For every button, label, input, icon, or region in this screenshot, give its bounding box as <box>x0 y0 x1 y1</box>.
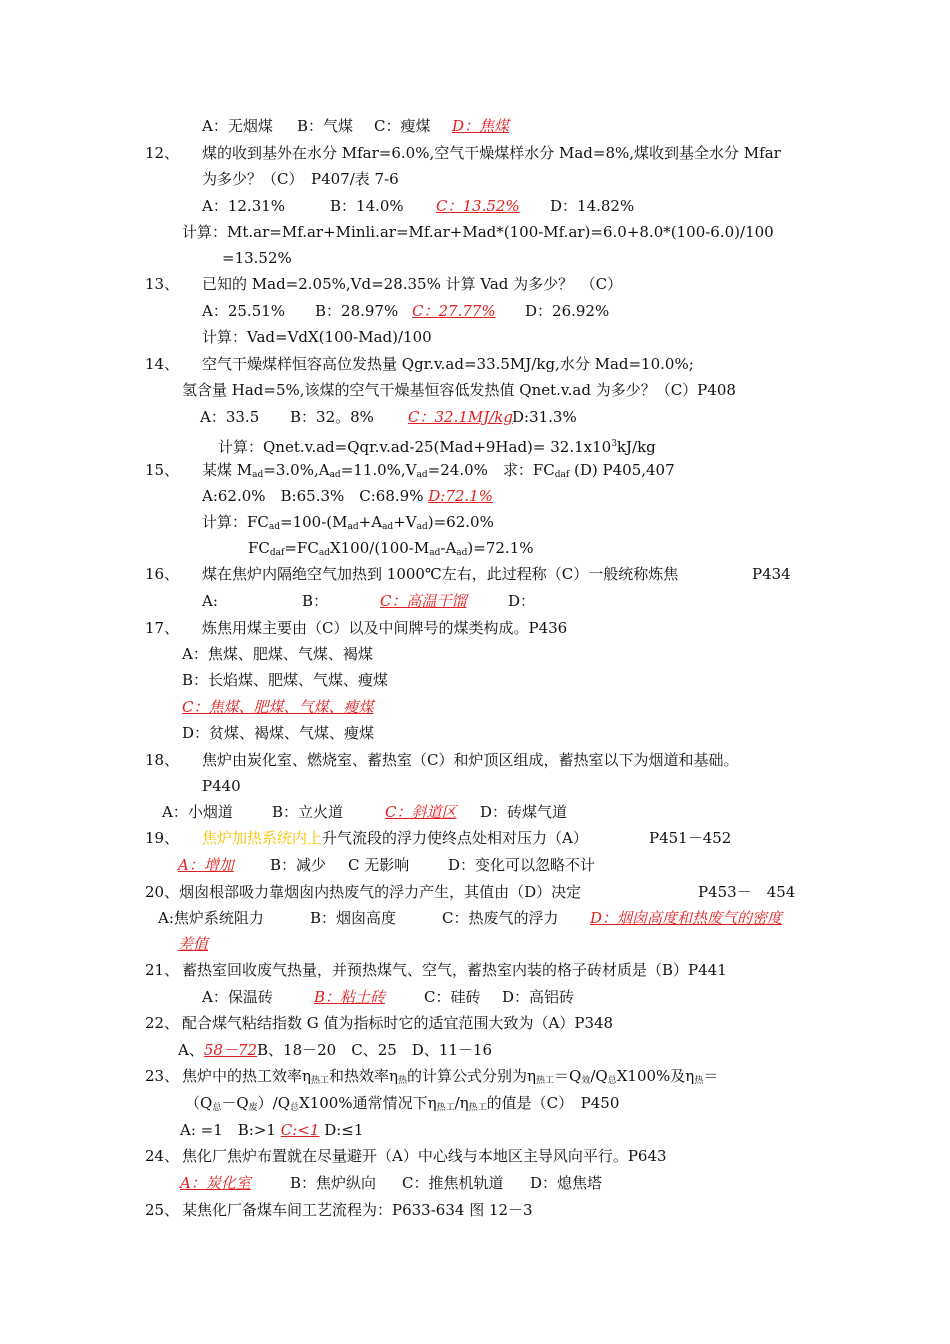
q25-text: 某焦化厂备煤车间工艺流程为：P633-634 图 12－3 <box>182 1201 533 1219</box>
q20-option-c: C：热废气的浮力 <box>442 909 559 927</box>
q20-answer-cont: 差值 <box>178 935 209 953</box>
q21-text: 蓄热室回收废气热量，并预热煤气、空气，蓄热室内装的格子砖材质是（B）P441 <box>182 961 727 979</box>
q11-option-b: B：气煤 <box>297 117 354 135</box>
q19-page: P451－452 <box>649 829 732 847</box>
q19-option-b: B：减少 <box>270 856 327 874</box>
q16-answer: C：高温干馏 <box>380 592 467 610</box>
q16-text: 煤在焦炉内隔绝空气加热到 1000℃左右，此过程称（C）一般统称炼焦 <box>202 565 679 583</box>
q21-answer: B：粘土砖 <box>314 988 386 1006</box>
q12-answer: C：13.52% <box>436 197 520 215</box>
q21-number: 21、 <box>145 961 180 979</box>
q23-options: A: =1 B:>1 C:<1 D:≤1 <box>180 1121 364 1139</box>
q19-answer: A：增加 <box>178 856 234 874</box>
q20-page: P453－ 454 <box>698 883 796 901</box>
q15-text: 某煤 $M_{ad}=3.0\%,A_{ad}=11.0\%,V_{ad}=24.0\%$ 求：$FC_{daf}$ (D) P405,407 <box>202 461 675 480</box>
q19-number: 19、 <box>145 829 180 847</box>
q24-answer: A：炭化室 <box>180 1174 251 1192</box>
q22-options: A、58－72B、18－20 C、25 D、11－16 <box>178 1041 492 1059</box>
q19-options <box>0 855 950 875</box>
q14-calc: 计算：Qnet.v.ad=Qqr.v.ad-25(Mad+9Had)= $32.1x10^3kJ/kg$ <box>218 438 656 456</box>
q23-number: 23、 <box>145 1067 180 1085</box>
q21-option-c: C：硅砖 <box>424 988 481 1006</box>
q13-option-d: D：26.92% <box>525 302 610 320</box>
q20-answer: D：烟囱高度和热废气的密度 <box>590 909 783 927</box>
q13-calc: 计算：Vad=VdX(100-Mad)/100 <box>202 328 432 346</box>
q23-answer: C:<1 <box>280 1121 320 1139</box>
q15-calc-line2: $FC_{daf}=FC_{ad}X100/(100-M_{ad}-A_{ad})=72.1\%$ <box>248 539 534 558</box>
q24-text: 焦化厂焦炉布置就在尽量避开（A）中心线与本地区主导风向平行。P643 <box>182 1147 667 1165</box>
q14-option-b: B：32。8% <box>290 408 374 426</box>
q12-text-line1: 煤的收到基外在水分 Mfar=6.0%,空气干燥煤样水分 Mad=8%,煤收到基全水分 Mfar <box>202 144 781 162</box>
q14-answer: C：32.1MJ/kg <box>408 408 513 426</box>
q24-option-b: B：焦炉纵向 <box>290 1174 377 1192</box>
q17-option-b: B：长焰煤、肥煤、气煤、瘦煤 <box>182 671 389 689</box>
q16-page: P434 <box>752 565 791 583</box>
q13-option-a: A：25.51% <box>202 302 286 320</box>
q13-option-b: B：28.97% <box>315 302 399 320</box>
q14-option-a: A：33.5 <box>200 408 260 426</box>
q17-option-d: D：贫煤、褐煤、气煤、瘦煤 <box>182 724 375 742</box>
q11-option-a: A：无烟煤 <box>202 117 273 135</box>
q17-number: 17、 <box>145 619 180 637</box>
q19-option-c: C 无影响 <box>348 856 410 874</box>
q15-answer: D:72.1% <box>428 487 493 505</box>
q14-options <box>0 407 950 427</box>
q20-option-a: A:焦炉系统阻力 <box>158 909 264 927</box>
q18-option-d: D：砖煤气道 <box>480 803 568 821</box>
q18-number: 18、 <box>145 751 180 769</box>
q15-calc-line1: 计算：$FC_{ad}=100-(M_{ad}+A_{ad}+V_{ad})=62.0\%$ <box>202 513 494 532</box>
q13-text: 已知的 Mad=2.05%,Vd=28.35% 计算 Vad 为多少？ （C） <box>202 275 623 293</box>
q19-highlight: 焦炉加热系统内上 <box>202 829 323 847</box>
q21-options <box>0 987 950 1007</box>
q12-number: 12、 <box>145 144 180 162</box>
q14-number: 14、 <box>145 355 180 373</box>
q16-number: 16、 <box>145 565 180 583</box>
q11-option-c: C：瘦煤 <box>374 117 431 135</box>
q16-option-b: B： <box>302 592 329 610</box>
q20-option-b: B：烟囱高度 <box>310 909 397 927</box>
q16-options <box>0 591 950 611</box>
q19-text: 焦炉加热系统内上升气流段的浮力使终点处相对压力（A） <box>202 829 588 847</box>
q11-answer: D：焦煤 <box>452 117 510 135</box>
q17-option-a: A：焦煤、肥煤、气煤、褐煤 <box>182 645 373 663</box>
q18-options <box>0 802 950 822</box>
q18-page: P440 <box>202 777 241 795</box>
q13-answer: C：27.77% <box>412 302 496 320</box>
q18-answer: C：斜道区 <box>385 803 457 821</box>
q23-text-line2: $(Q_总-Q_废)/Q_总X100\%$通常情况下$\eta_{热工}/\eta_{热工}$的值是（C） P450 <box>185 1094 620 1113</box>
q15-options-abc: A:62.0% B:65.3% C:68.9% <box>202 487 424 505</box>
q12-option-d: D：14.82% <box>550 197 635 215</box>
q11-options <box>0 116 950 136</box>
q12-option-b: B：14.0% <box>330 197 404 215</box>
q12-options <box>0 196 950 216</box>
q24-option-d: D：熄焦塔 <box>530 1174 603 1192</box>
q21-option-d: D：高铝砖 <box>502 988 575 1006</box>
q20-options <box>0 908 950 928</box>
q15-number: 15、 <box>145 461 180 479</box>
q25-number: 25、 <box>145 1201 180 1219</box>
q15-options <box>202 486 493 506</box>
q16-option-d: D： <box>508 592 536 610</box>
q18-option-a: A：小烟道 <box>162 803 233 821</box>
q14-text-line2: 氢含量 Had=5%,该煤的空气干燥基恒容低发热值 Qnet.v.ad 为多少？（C）P408 <box>182 381 736 399</box>
q21-option-a: A：保温砖 <box>202 988 273 1006</box>
q12-option-a: A：12.31% <box>202 197 286 215</box>
q22-number: 22、 <box>145 1014 180 1032</box>
q16-option-a: A: <box>202 592 218 610</box>
q20-text: 20、烟囱根部吸力靠烟囱内热废气的浮力产生，其值由（D）决定 <box>145 883 582 901</box>
q18-option-b: B：立火道 <box>272 803 344 821</box>
q12-calc-line2: =13.52% <box>222 249 292 267</box>
q19-option-d: D：变化可以忽略不计 <box>448 856 596 874</box>
q13-number: 13、 <box>145 275 180 293</box>
q18-text: 焦炉由炭化室、燃烧室、蓄热室（C）和炉顶区组成，蓄热室以下为烟道和基础。 <box>202 751 739 769</box>
q14-text-line1: 空气干燥煤样恒容高位发热量 Qgr.v.ad=33.5MJ/kg,水分 Mad=10.0%; <box>202 355 694 373</box>
q23-text-line1: 焦炉中的热工效率$\eta_{热工}$和热效率$\eta_热$的计算公式分别为$\eta_{热工}=Q_效/Q_总X100\%$及$\eta_热=$ <box>182 1067 719 1086</box>
q24-number: 24、 <box>145 1147 180 1165</box>
q12-text-line2: 为多少？（C） P407/表 7-6 <box>202 170 399 188</box>
q14-option-d: D:31.3% <box>512 408 577 426</box>
q24-option-c: C：推焦机轨道 <box>402 1174 504 1192</box>
q13-options <box>0 301 950 321</box>
q22-text: 配合煤气粘结指数 G 值为指标时它的适宜范围大致为（A）P348 <box>182 1014 614 1032</box>
q22-answer: 58－72 <box>203 1041 258 1059</box>
q17-text: 炼焦用煤主要由（C）以及中间牌号的煤类构成。P436 <box>202 619 568 637</box>
q12-calc-line1: 计算：Mt.ar=Mf.ar+Minli.ar=Mf.ar+Mad*(100-Mf.ar)=6.0+8.0*(100-6.0)/100 <box>182 223 774 241</box>
q17-answer: C：焦煤、肥煤、气煤、瘦煤 <box>182 698 374 716</box>
q24-options <box>0 1173 950 1193</box>
